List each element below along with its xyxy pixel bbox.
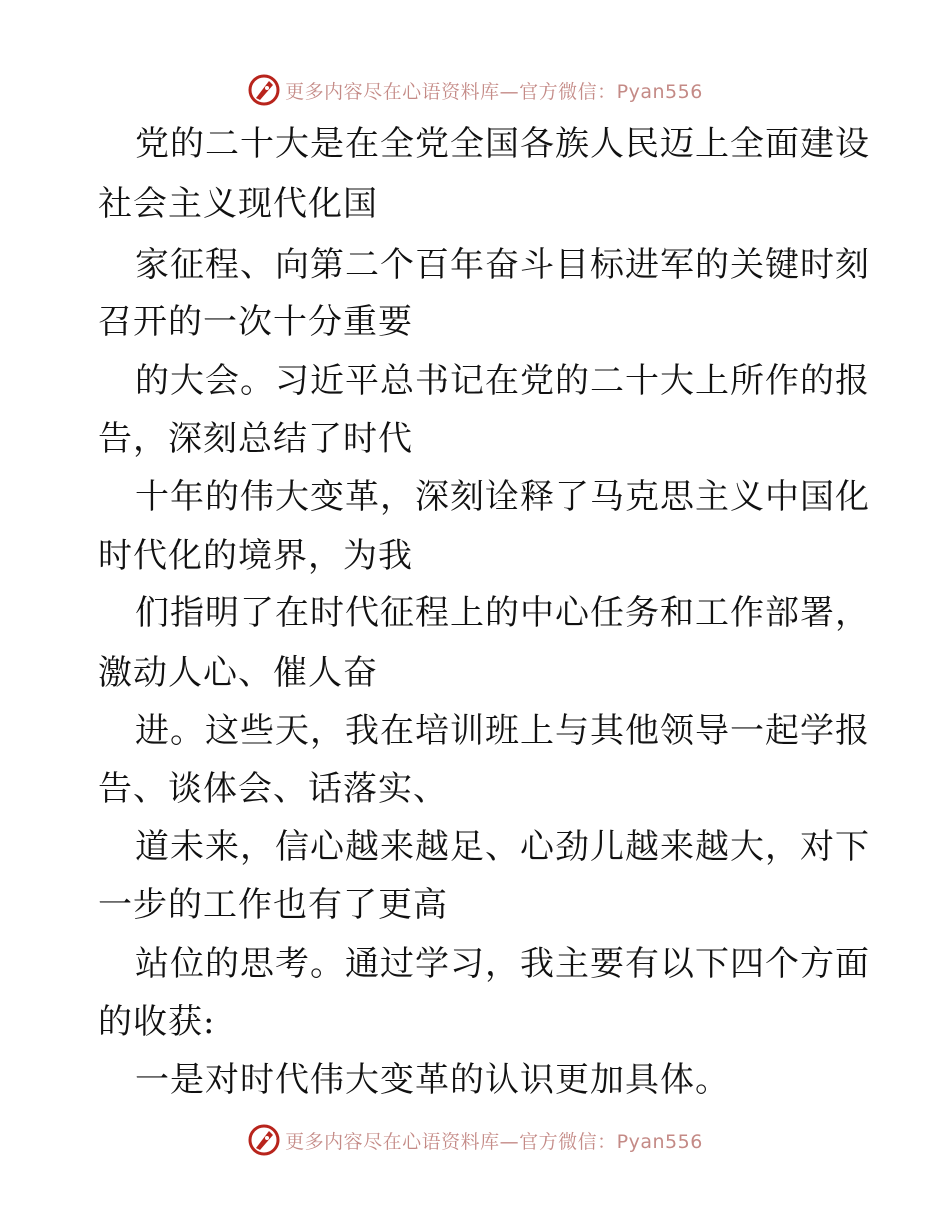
text-line: 召开的一次十分重要 [98, 302, 413, 342]
header-watermark-text: 更多内容尽在心语资料库—官方微信：Pyan556 [285, 80, 703, 103]
text-line: 家征程、向第二个百年奋斗目标进军的关键时刻 [135, 245, 870, 285]
text-line: 的收获: [98, 1002, 216, 1042]
footer-watermark [0, 1120, 950, 1160]
pen-nib-icon [247, 73, 281, 107]
header-watermark [0, 70, 950, 110]
text-line: 们指明了在时代征程上的中心任务和工作部署， [135, 593, 870, 633]
text-line: 的大会。习近平总书记在党的二十大上所作的报 [135, 361, 870, 401]
text-line: 时代化的境界，为我 [98, 536, 413, 576]
text-line: 社会主义现代化国 [98, 184, 378, 224]
text-line: 一是对时代伟大变革的认识更加具体。 [135, 1060, 730, 1100]
text-line: 党的二十大是在全党全国各族人民迈上全面建设 [135, 124, 870, 164]
text-line: 站位的思考。通过学习，我主要有以下四个方面 [135, 944, 870, 984]
text-line: 告、谈体会、话落实、 [98, 769, 448, 809]
text-line: 一步的工作也有了更高 [98, 885, 448, 925]
pen-nib-icon [247, 1123, 281, 1157]
text-line: 十年的伟大变革，深刻诠释了马克思主义中国化 [135, 477, 870, 517]
text-line: 道未来，信心越来越足、心劲儿越来越大，对下 [135, 827, 870, 867]
footer-watermark-text: 更多内容尽在心语资料库—官方微信：Pyan556 [285, 1130, 703, 1153]
text-line: 告，深刻总结了时代 [98, 419, 413, 459]
text-line: 激动人心、催人奋 [98, 653, 378, 693]
text-line: 进。这些天，我在培训班上与其他领导一起学报 [135, 711, 870, 751]
